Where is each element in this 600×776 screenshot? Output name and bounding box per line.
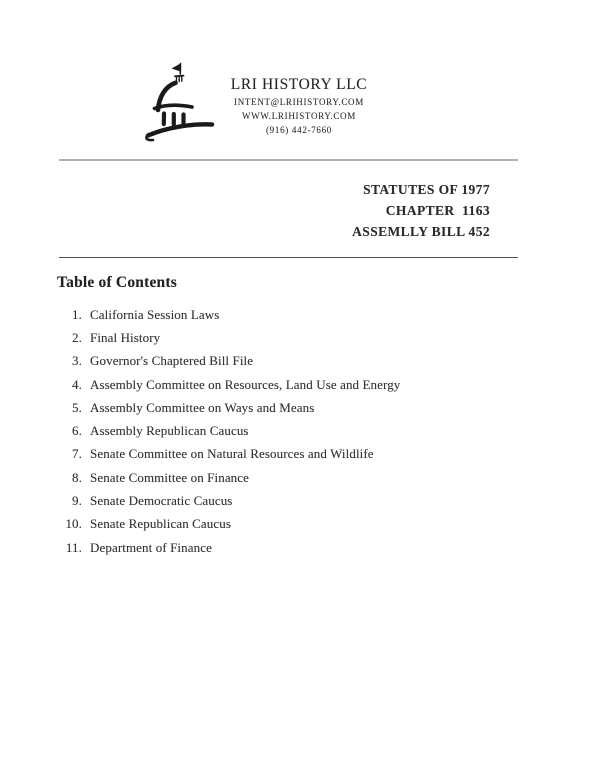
bill-line: ASSEMLLY BILL 452	[352, 223, 490, 239]
document-heading	[352, 180, 490, 242]
toc-item-label: Assembly Committee on Ways and Means	[90, 399, 315, 415]
toc-item-number: 4.	[72, 376, 82, 392]
toc-item	[57, 443, 400, 466]
toc-item-number: 11.	[65, 539, 82, 555]
toc-item	[57, 489, 400, 512]
toc-item	[57, 536, 400, 559]
toc-item-number: 2.	[72, 329, 82, 345]
toc-item-label: Assembly Republican Caucus	[90, 423, 249, 439]
toc-item-number: 8.	[72, 469, 82, 485]
toc-item	[57, 350, 400, 373]
chapter-line: CHAPTER 1163	[385, 202, 490, 218]
company-email: INTENT@LRIHISTORY.COM	[234, 97, 364, 107]
toc-item	[57, 513, 400, 536]
letterhead	[213, 76, 385, 137]
bottom-divider	[59, 257, 518, 258]
toc-item-number: 10.	[65, 516, 82, 532]
toc-item-label: Final History	[90, 329, 161, 345]
toc-item-label: Senate Republican Caucus	[90, 516, 232, 532]
toc-item-label: Assembly Committee on Resources, Land Use and Energy	[90, 376, 401, 392]
toc-item-number: 6.	[72, 423, 82, 439]
company-website: WWW.LRIHISTORY.COM	[242, 110, 356, 121]
toc-title: Table of Contents	[57, 274, 177, 291]
toc-list	[57, 303, 400, 559]
toc-item	[57, 396, 400, 419]
toc-item-label: Department of Finance	[90, 539, 212, 555]
toc-item-number: 7.	[72, 446, 82, 462]
toc-item	[57, 466, 400, 489]
toc-item-number: 1.	[72, 306, 82, 322]
toc-item-number: 3.	[72, 353, 82, 369]
toc-item	[57, 373, 400, 396]
company-phone: (916) 442-7660	[265, 124, 333, 135]
toc-item	[57, 326, 400, 349]
toc-item-number: 9.	[72, 493, 82, 509]
toc-item	[57, 419, 400, 442]
company-name: LRI HISTORY LLC	[230, 76, 368, 93]
toc-item-label: Senate Committee on Natural Resources and Wildlife	[90, 446, 374, 462]
toc-item-label: Senate Committee on Finance	[90, 469, 250, 485]
toc-item-label: Senate Democratic Caucus	[90, 493, 233, 509]
capitol-dome-logo-icon	[138, 60, 218, 148]
toc-item-label: California Session Laws	[90, 306, 220, 322]
toc-item-number: 5.	[72, 399, 82, 415]
top-divider	[59, 159, 518, 161]
toc-item-label: Governor's Chaptered Bill File	[90, 353, 254, 369]
toc-item	[57, 303, 400, 326]
statutes-line: STATUTES OF 1977	[363, 182, 490, 197]
contact-block	[213, 96, 385, 137]
